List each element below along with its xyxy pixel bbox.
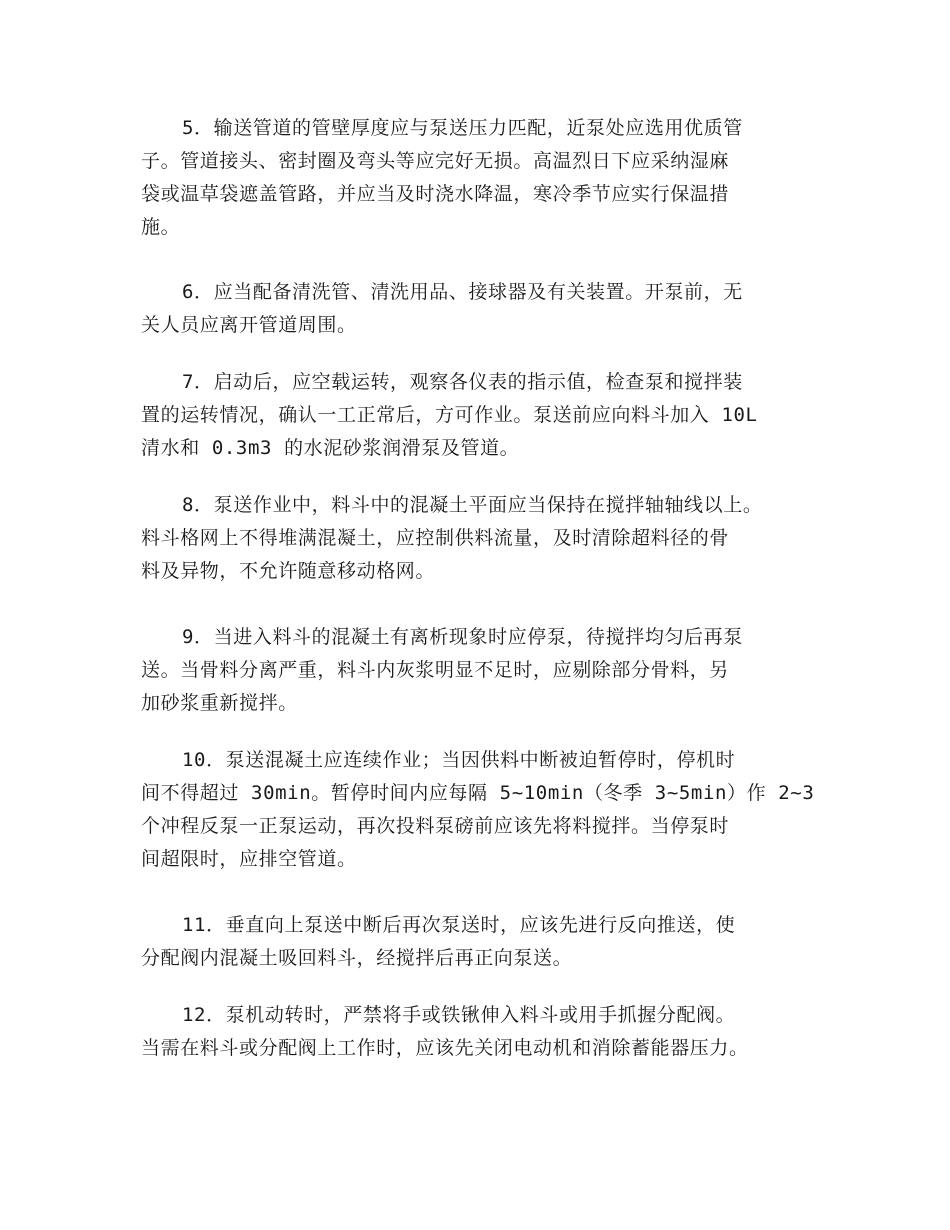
paragraph-line: 料及异物，不允许随意移动格网。 bbox=[141, 560, 436, 582]
paragraph-item-6 bbox=[141, 276, 831, 342]
paragraph-line: 加砂浆重新搅拌。 bbox=[141, 692, 298, 714]
paragraph-line: 9．当进入料斗的混凝土有离析现象时应停泵，待搅拌均匀后再泵 bbox=[182, 626, 743, 648]
paragraph-line: 袋或温草袋遮盖管路，并应当及时浇水降温，寒冷季节应实行保温措 bbox=[141, 183, 730, 205]
paragraph-line: 置的运转情况，确认一工正常后，方可作业。泵送前应向料斗加入 10L bbox=[141, 404, 758, 426]
paragraph-item-11 bbox=[141, 909, 831, 975]
paragraph-line: 关人员应离开管道周围。 bbox=[141, 314, 357, 336]
paragraph-line: 12．泵机动转时，严禁将手或铁锹伸入料斗或用手抓握分配阀。 bbox=[182, 1004, 736, 1026]
paragraph-line: 10．泵送混凝土应连续作业；当因供料中断被迫暂停时，停机时 bbox=[182, 749, 736, 771]
paragraph-item-10 bbox=[141, 744, 831, 876]
paragraph-item-5 bbox=[141, 112, 831, 244]
paragraph-line: 5．输送管道的管壁厚度应与泵送压力匹配，近泵处应选用优质管 bbox=[182, 117, 743, 139]
paragraph-line: 分配阀内混凝土吸回料斗，经搅拌后再正向泵送。 bbox=[141, 947, 573, 969]
paragraph-item-12 bbox=[141, 999, 831, 1065]
paragraph-line: 间超限时，应排空管道。 bbox=[141, 848, 357, 870]
paragraph-item-8 bbox=[141, 489, 831, 588]
paragraph-line: 6．应当配备清洗管、清洗用品、接球器及有关装置。开泵前，无 bbox=[182, 281, 743, 303]
paragraph-line: 8．泵送作业中，料斗中的混凝土平面应当保持在搅拌轴轴线以上。 bbox=[182, 494, 763, 516]
paragraph-line: 子。管道接头、密封圈及弯头等应完好无损。高温烈日下应采纳湿麻 bbox=[141, 150, 730, 172]
paragraph-line: 当需在料斗或分配阀上工作时，应该先关闭电动机和消除蓄能器压力。 bbox=[141, 1037, 749, 1059]
paragraph-line: 间不得超过 30min。暂停时间内应每隔 5~10min（冬季 3~5min）作 2~3 bbox=[141, 782, 815, 804]
paragraph-line: 送。当骨料分离严重，料斗内灰浆明显不足时，应剔除部分骨料，另 bbox=[141, 659, 730, 681]
paragraph-item-7 bbox=[141, 366, 831, 465]
paragraph-item-9 bbox=[141, 621, 831, 720]
paragraph-line: 11．垂直向上泵送中断后再次泵送时，应该先进行反向推送，使 bbox=[182, 914, 736, 936]
paragraph-line: 施。 bbox=[141, 216, 181, 238]
paragraph-line: 个冲程反泵一正泵运动，再次投料泵磅前应该先将料搅拌。当停泵时 bbox=[141, 815, 730, 837]
paragraph-line: 7．启动后，应空载运转，观察各仪表的指示值，检查泵和搅拌装 bbox=[182, 371, 743, 393]
paragraph-line: 清水和 0.3m3 的水泥砂浆润滑泵及管道。 bbox=[141, 437, 520, 459]
paragraph-line: 料斗格网上不得堆满混凝土，应控制供料流量，及时清除超料径的骨 bbox=[141, 527, 730, 549]
